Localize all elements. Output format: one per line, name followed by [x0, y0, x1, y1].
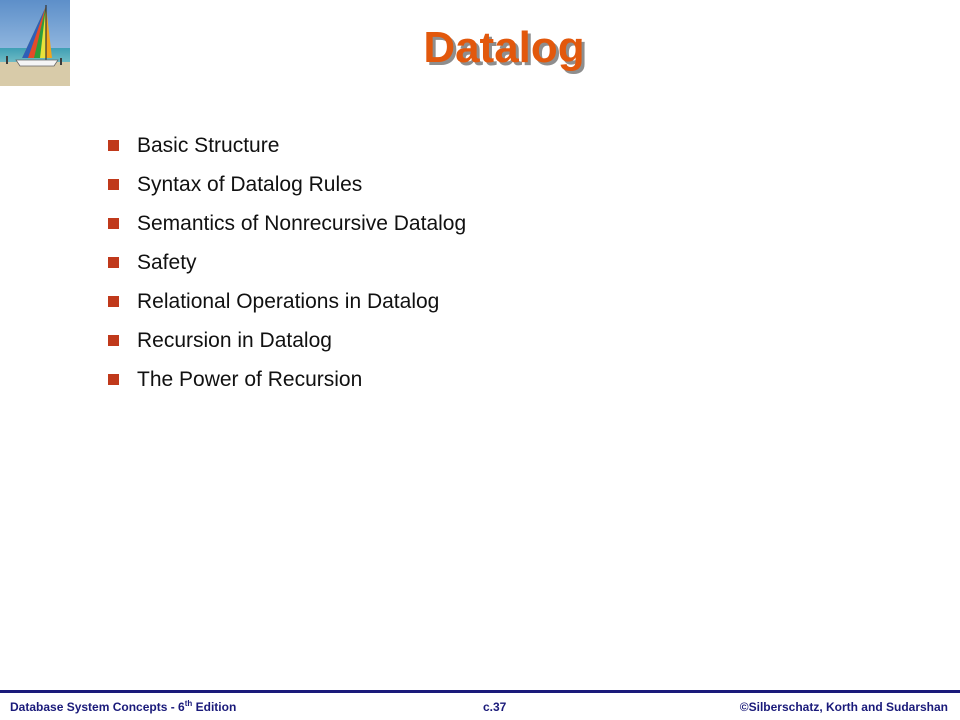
- list-item: [108, 126, 466, 165]
- list-item: [108, 204, 466, 243]
- footer-book-suffix: Edition: [192, 700, 237, 714]
- list-item: [108, 243, 466, 282]
- bullet-text: The Power of Recursion: [137, 367, 363, 391]
- square-bullet-icon: [108, 374, 119, 385]
- list-item: [108, 360, 466, 399]
- bullet-text: Basic Structure: [137, 133, 280, 157]
- square-bullet-icon: [108, 140, 119, 151]
- footer: [0, 696, 960, 720]
- square-bullet-icon: [108, 296, 119, 307]
- footer-page-number: c.37: [483, 700, 507, 714]
- bullet-text: Recursion in Datalog: [137, 328, 332, 352]
- square-bullet-icon: [108, 179, 119, 190]
- bullet-text: Syntax of Datalog Rules: [137, 172, 363, 196]
- slide-title: Datalog: [423, 23, 585, 72]
- footer-divider: [0, 690, 960, 693]
- list-item: [108, 321, 466, 360]
- bullet-list: [108, 126, 466, 399]
- bullet-text: Semantics of Nonrecursive Datalog: [137, 211, 467, 235]
- list-item: [108, 165, 466, 204]
- list-item: [108, 282, 466, 321]
- footer-book-prefix: Database System Concepts - 6: [10, 700, 185, 714]
- square-bullet-icon: [108, 218, 119, 229]
- square-bullet-icon: [108, 257, 119, 268]
- footer-book-title: [10, 700, 236, 714]
- bullet-text: Relational Operations in Datalog: [137, 289, 440, 313]
- footer-book-sup: th: [184, 699, 193, 708]
- square-bullet-icon: [108, 335, 119, 346]
- bullet-text: Safety: [137, 250, 197, 274]
- footer-copyright: ©Silberschatz, Korth and Sudarshan: [739, 700, 948, 714]
